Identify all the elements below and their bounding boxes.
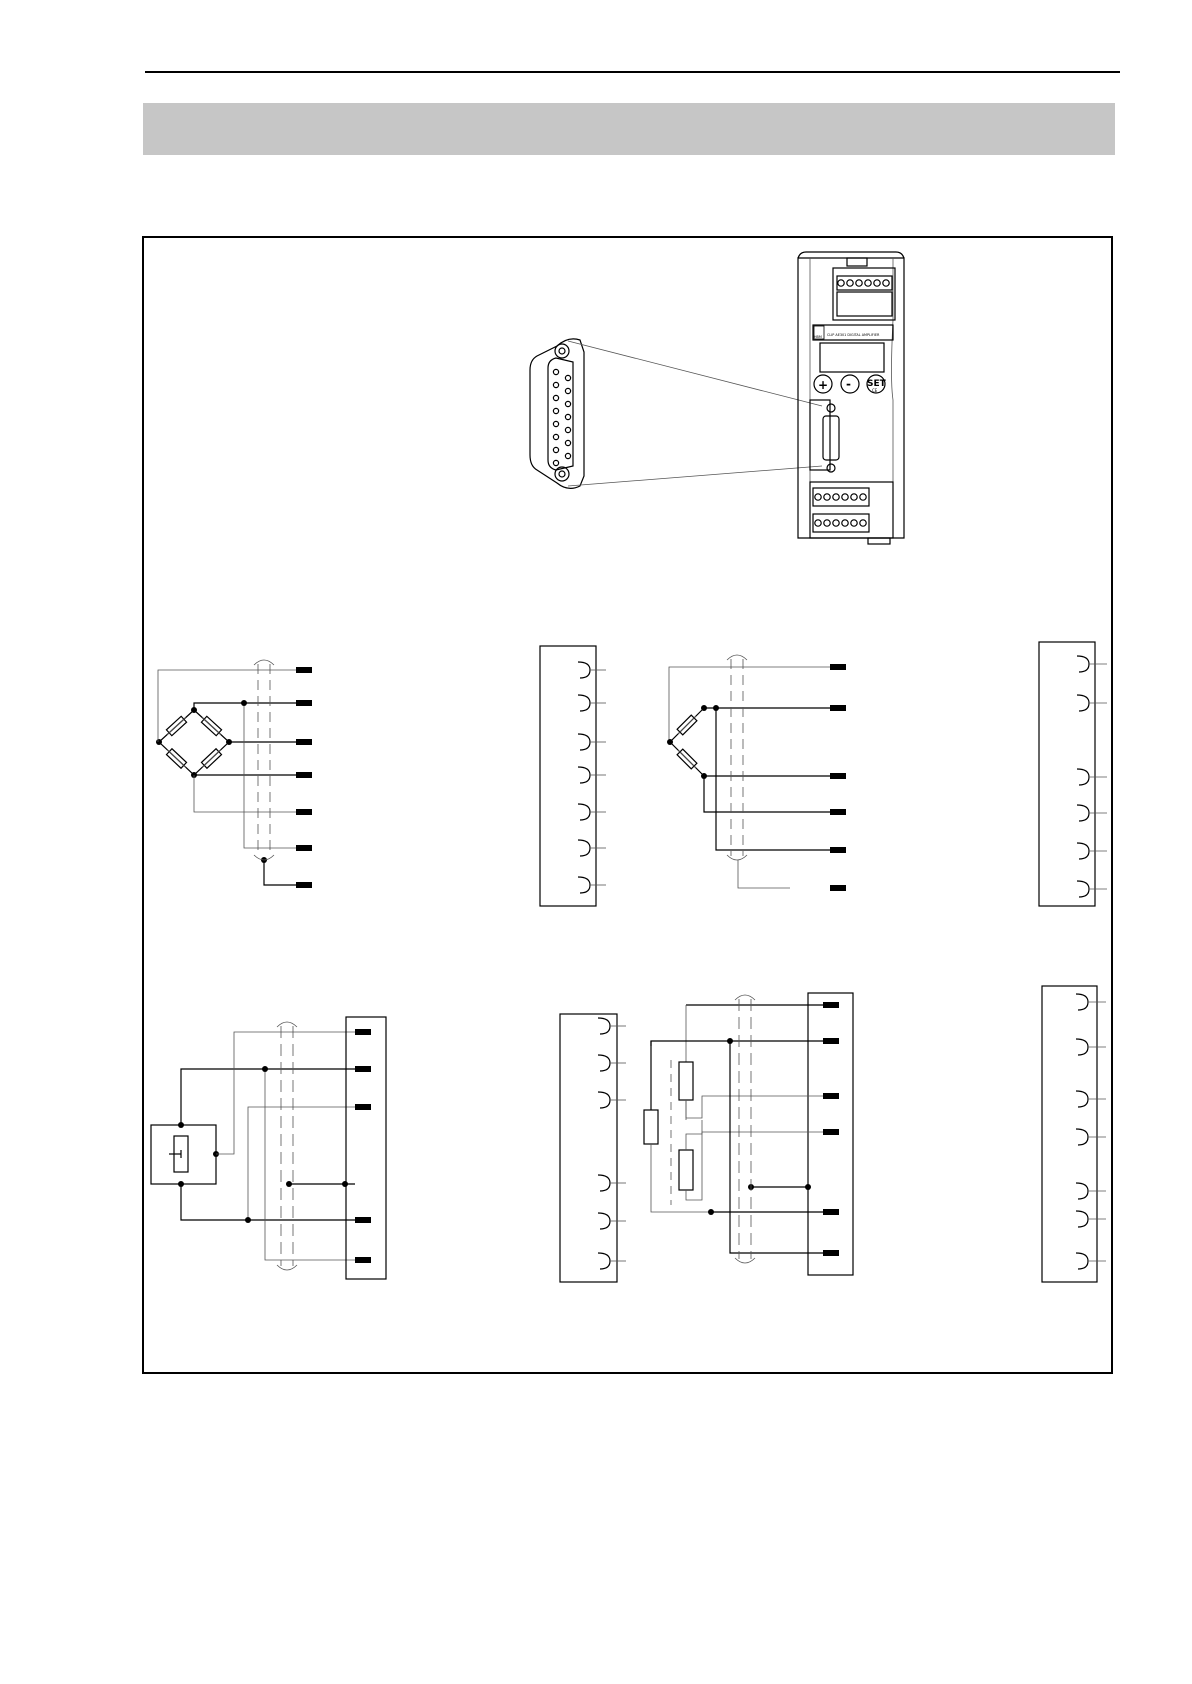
wire-end-plug [296, 772, 312, 778]
dsub-pin [565, 440, 570, 445]
terminal-screw [815, 520, 821, 526]
dsub-pin [553, 408, 558, 413]
terminal-socket [1077, 656, 1089, 672]
set-key-icon: SET [867, 379, 886, 389]
amplifier-module [798, 252, 904, 544]
plus-key-icon: + [818, 378, 829, 392]
wire-end-plug [830, 773, 846, 779]
wire-end-plug [823, 1250, 839, 1256]
dsub-pin [553, 460, 558, 465]
terminal-screw [833, 494, 839, 500]
terminal-screw [865, 280, 871, 286]
wire-end-plug [830, 885, 846, 891]
dsub-pin [565, 414, 570, 419]
wire-end-plug [296, 667, 312, 673]
terminal-socket [578, 877, 590, 893]
wire-end-plug [823, 1129, 839, 1135]
lcd-display [820, 343, 884, 372]
dsub-pin [553, 369, 558, 374]
terminal-socket [1077, 695, 1089, 711]
terminal-screw [824, 520, 830, 526]
terminal-socket [598, 1092, 610, 1108]
terminal-socket [578, 804, 590, 820]
wire-end-plug [823, 1093, 839, 1099]
terminal-socket [1077, 881, 1089, 897]
terminal-socket [578, 734, 590, 750]
dsub-pin [565, 388, 570, 393]
terminal-socket [1077, 769, 1089, 785]
wire-end-plug [823, 1002, 839, 1008]
terminal-screw [815, 494, 821, 500]
terminal-socket [578, 662, 590, 678]
terminal-socket [578, 767, 590, 783]
dsub-pin [553, 382, 558, 387]
minus-key-icon: - [846, 377, 851, 391]
model-label: CLIP AE301 DIGITAL AMPLIFIER [827, 333, 880, 337]
wire-end-plug [355, 1257, 371, 1263]
wire-end-plug [823, 1038, 839, 1044]
terminal-screw [860, 494, 866, 500]
dsub-pin [553, 395, 558, 400]
terminal-socket [1076, 1091, 1088, 1107]
terminal-screw [842, 494, 848, 500]
dsub-pin [553, 447, 558, 452]
set-key[interactable] [867, 375, 887, 393]
terminal-screw [851, 520, 857, 526]
wiring-inductive-half-bridge [644, 986, 1106, 1282]
wire-end-plug [355, 1066, 371, 1072]
terminal-socket [578, 840, 590, 856]
terminal-socket [1077, 805, 1089, 821]
terminal-socket [1076, 1183, 1088, 1199]
set-key-sublabel: CE [872, 388, 878, 393]
wire-end-plug [296, 739, 312, 745]
terminal-socket [1076, 1211, 1088, 1227]
terminal-socket [598, 1253, 610, 1269]
terminal-screw [842, 520, 848, 526]
terminal-socket [598, 1213, 610, 1229]
terminal-screw [860, 520, 866, 526]
wiring-half-bridge [667, 642, 1107, 906]
wire-end-plug [296, 809, 312, 815]
dsub-pin [553, 421, 558, 426]
minus-key[interactable] [841, 375, 859, 393]
wire-end-plug [830, 705, 846, 711]
terminal-screw [838, 280, 844, 286]
wire-end-plug [355, 1104, 371, 1110]
dsub-pin [565, 375, 570, 380]
dsub-pins [553, 369, 570, 465]
wiring-potentiometer [151, 1014, 626, 1282]
terminal-screw [824, 494, 830, 500]
terminal-socket [1076, 1129, 1088, 1145]
dsub-pin [565, 427, 570, 432]
dsub-connector [530, 339, 822, 489]
terminal-screw [874, 280, 880, 286]
brand-logo: HBM [814, 335, 822, 339]
terminal-socket [1077, 843, 1089, 859]
plus-key[interactable] [814, 375, 832, 393]
terminal-screw [833, 520, 839, 526]
dsub-pin [565, 401, 570, 406]
wire-end-plug [296, 882, 312, 888]
terminal-socket [598, 1018, 610, 1034]
wire-end-plug [830, 847, 846, 853]
terminal-screw [883, 280, 889, 286]
terminal-screw [851, 494, 857, 500]
terminal-socket [598, 1055, 610, 1071]
wiring-full-bridge [156, 646, 606, 906]
terminal-screw [856, 280, 862, 286]
wire-end-plug [355, 1217, 371, 1223]
terminal-socket [1076, 1039, 1088, 1055]
wire-end-plug [830, 664, 846, 670]
dsub-pin [553, 434, 558, 439]
terminal-socket [578, 695, 590, 711]
wire-end-plug [823, 1209, 839, 1215]
terminal-socket [1076, 1253, 1088, 1269]
wire-end-plug [355, 1029, 371, 1035]
wire-end-plug [830, 809, 846, 815]
terminal-socket [1076, 994, 1088, 1010]
terminal-socket [598, 1175, 610, 1191]
terminal-screw [847, 280, 853, 286]
dsub-pin [565, 453, 570, 458]
wire-end-plug [296, 700, 312, 706]
wire-end-plug [296, 845, 312, 851]
